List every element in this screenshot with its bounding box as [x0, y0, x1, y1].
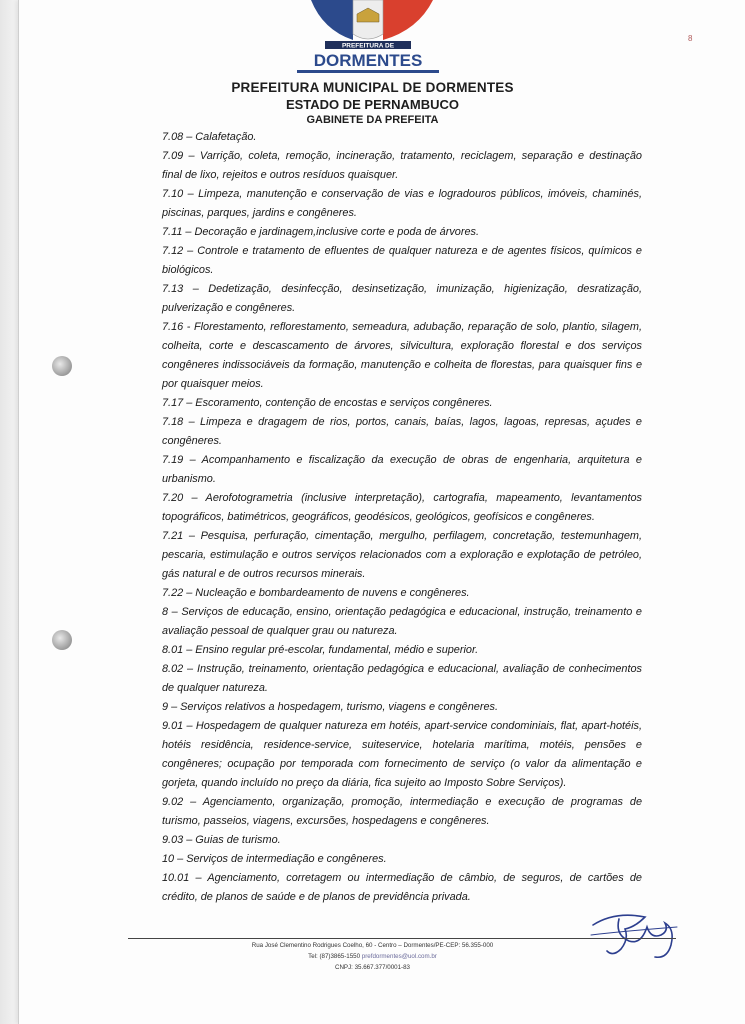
paragraph: 9.01 – Hospedagem de qualquer natureza em hotéis, apart-service condominiais, flat, apart-hotéis, hotéis residência, residence-service, suiteservice, hotelaria marítima, motéis, pensões e congêneres; ocupação por temporada com fornecimento de serviço (o valor da alimentação e gorjeta, quando incluído no preço da diária, fica sujeito ao Imposto Sobre Serviços). — [162, 720, 642, 789]
municipality-logo — [283, 0, 453, 76]
paragraph: 9 – Serviços relativos a hospedagem, turismo, viagens e congêneres. — [162, 701, 498, 713]
header-state: ESTADO DE PERNAMBUCO — [285, 97, 460, 112]
footer-email: prefdormentes@uol.com.br — [361, 953, 437, 960]
punch-hole-top — [52, 356, 72, 376]
logo-top-text: PREFEITURA DE — [341, 42, 395, 50]
paragraph: 7.22 – Nucleação e bombardeamento de nuvens e congêneres. — [162, 587, 470, 599]
paragraph: 7.13 – Dedetização, desinfecção, desinsetização, imunização, higienização, desratização, pulverização e congêneres. — [162, 283, 642, 314]
paragraph: 7.16 - Florestamento, reflorestamento, semeadura, adubação, reparação de solo, plantio, silagem, colheita, corte e descascamento de árvores, silvicultura, exploração florestal e dos serviços congêneres indissociáveis da formação, manutenção e colheita de florestas, para quaisquer fins e por quaisquer meios. — [162, 321, 642, 390]
paragraph: 7.18 – Limpeza e dragagem de rios, portos, canais, baías, lagos, lagoas, represas, açudes e congêneres. — [162, 416, 642, 447]
punch-hole-bottom — [52, 630, 72, 650]
document-body — [162, 128, 642, 907]
paragraph: 8.02 – Instrução, treinamento, orientação pedagógica e educacional, avaliação de conhecimentos de qualquer natureza. — [162, 663, 642, 694]
paragraph: 10.01 – Agenciamento, corretagem ou intermediação de câmbio, de seguros, de cartões de crédito, de planos de saúde e de planos de previdência privada. — [162, 872, 642, 903]
footer-phone: Tel: (87)3865-1550 — [308, 953, 362, 960]
paragraph: 8 – Serviços de educação, ensino, orientação pedagógica e educacional, instrução, treinamento e avaliação pessoal de qualquer grau ou natureza. — [162, 606, 642, 637]
page-mark: 8 — [688, 34, 693, 43]
header-office: GABINETE DA PREFEITA — [306, 114, 439, 126]
footer-cnpj: CNPJ: 35.667.377/0001-83 — [335, 964, 410, 971]
paragraph: 7.12 – Controle e tratamento de efluentes de qualquer natureza e de agentes físicos, químicos e biológicos. — [162, 245, 642, 276]
paragraph: 9.03 – Guias de turismo. — [162, 834, 281, 846]
footer-contact — [0, 953, 745, 960]
paragraph: 7.21 – Pesquisa, perfuração, cimentação, mergulho, perfilagem, concretação, testemunhagem, pescaria, estimulação e outros serviços relacionados com a exploração e explotação de petróleo, gás natural e de outros recursos minerais. — [162, 530, 642, 580]
paragraph: 7.17 – Escoramento, contenção de encostas e serviços congêneres. — [162, 397, 493, 409]
paragraph: 9.02 – Agenciamento, organização, promoção, intermediação e execução de programas de turismo, passeios, viagens, excursões, hospedagens e congêneres. — [162, 796, 642, 827]
footer-address: Rua José Clementino Rodrigues Coelho, 60 - Centro – Dormentes/PE-CEP: 56.355-000 — [251, 942, 494, 949]
paragraph: 8.01 – Ensino regular pré-escolar, fundamental, médio e superior. — [162, 644, 479, 656]
paragraph: 7.09 – Varrição, coleta, remoção, incineração, tratamento, reciclagem, separação e destinação final de lixo, rejeitos e outros resíduos quaisquer. — [162, 150, 642, 181]
paragraph: 7.10 – Limpeza, manutenção e conservação de vias e logradouros públicos, imóveis, chaminés, piscinas, parques, jardins e congêneres. — [162, 188, 642, 219]
paragraph: 10 – Serviços de intermediação e congêneres. — [162, 853, 387, 865]
header-title: PREFEITURA MUNICIPAL DE DORMENTES — [231, 80, 514, 95]
logo-main-text: DORMENTES — [313, 51, 423, 70]
footer-divider — [128, 938, 676, 939]
paragraph: 7.11 – Decoração e jardinagem,inclusive corte e poda de árvores. — [162, 226, 480, 238]
paragraph: 7.19 – Acompanhamento e fiscalização da execução de obras de engenharia, arquitetura e urbanismo. — [162, 454, 642, 485]
paragraph: 7.20 – Aerofotogrametria (inclusive interpretação), cartografia, mapeamento, levantamentos topográficos, batimétricos, geográficos, geodésicos, geológicos, geofísicos e congêneres. — [162, 492, 642, 523]
paragraph: 7.08 – Calafetação. — [162, 131, 257, 143]
